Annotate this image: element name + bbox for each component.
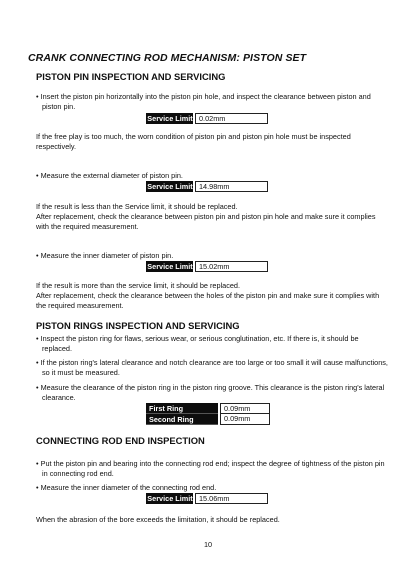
page-number: 10	[203, 540, 213, 549]
section-heading-piston-pin: PISTON PIN INSPECTION AND SERVICING	[36, 71, 226, 82]
section-heading-connecting-rod: CONNECTING ROD END INSPECTION	[36, 435, 205, 446]
service-limit-label: Service Limit	[147, 114, 193, 123]
bullet-insert-pin: • Insert the piston pin horizontally into the piston pin hole, and inspect the clearance between piston and piston pin.	[36, 92, 371, 111]
service-limit-label: Service Limit	[147, 494, 193, 503]
ring-value: 0.09mm	[220, 414, 270, 425]
page-title: CRANK CONNECTING ROD MECHANISM: PISTON SET	[28, 52, 307, 64]
paragraph-after-replacement-2: After replacement, check the clearance between the holes of the piston pin and make sure it complies with the required measurement.	[36, 291, 380, 310]
service-limit-clearance	[146, 113, 268, 124]
service-limit-label: Service Limit	[147, 182, 193, 191]
section-heading-piston-rings: PISTON RINGS INSPECTION AND SERVICING	[36, 320, 240, 331]
bullet-measure-ring: • Measure the clearance of the piston ring in the piston ring groove. This clearance is the piston ring's lateral clearance.	[36, 383, 385, 402]
ring-label: Second Ring	[146, 414, 218, 425]
ring-clearance-table	[146, 403, 270, 425]
service-limit-label: Service Limit	[147, 262, 193, 271]
paragraph-abrasion: When the abrasion of the bore exceeds the limitation, it should be replaced.	[36, 515, 280, 524]
service-limit-inner-diameter	[146, 261, 268, 272]
service-limit-value: 15.06mm	[195, 493, 268, 504]
service-limit-external-diameter	[146, 181, 268, 192]
paragraph-after-replacement-1: After replacement, check the clearance between piston pin and piston pin hole and make sure it complies with the required measurement.	[36, 212, 376, 231]
paragraph-less-than-limit: If the result is less than the Service limit, it should be replaced.	[36, 202, 238, 211]
ring-value: 0.09mm	[220, 403, 270, 414]
service-limit-value: 0.02mm	[195, 113, 268, 124]
bullet-ring-clearance: • If the piston ring's lateral clearance and notch clearance are too large or too small it will cause malfunctions, so it must be measured.	[36, 358, 388, 377]
paragraph-more-than-limit: If the result is more than the service limit, it should be replaced.	[36, 281, 241, 290]
service-limit-value: 14.98mm	[195, 181, 268, 192]
ring-label: First Ring	[146, 403, 218, 414]
bullet-inner-diameter: • Measure the inner diameter of piston pin.	[36, 251, 174, 260]
service-limit-rod-end	[146, 493, 268, 504]
bullet-external-diameter: • Measure the external diameter of piston pin.	[36, 171, 183, 180]
service-limit-value: 15.02mm	[195, 261, 268, 272]
ring-row-second	[146, 414, 270, 425]
bullet-put-pin: • Put the piston pin and bearing into the connecting rod end; inspect the degree of tightness of the piston pin in connecting rod end.	[36, 459, 385, 478]
bullet-inspect-ring: • Inspect the piston ring for flaws, serious wear, or serious conglutination, etc. If there is, it should be replaced.	[36, 334, 359, 353]
paragraph-free-play: If the free play is too much, the worn condition of piston pin and piston pin hole must be inspected respectively.	[36, 132, 351, 151]
bullet-measure-rod-end: • Measure the inner diameter of the connecting rod end.	[36, 483, 217, 492]
ring-row-first	[146, 403, 270, 414]
